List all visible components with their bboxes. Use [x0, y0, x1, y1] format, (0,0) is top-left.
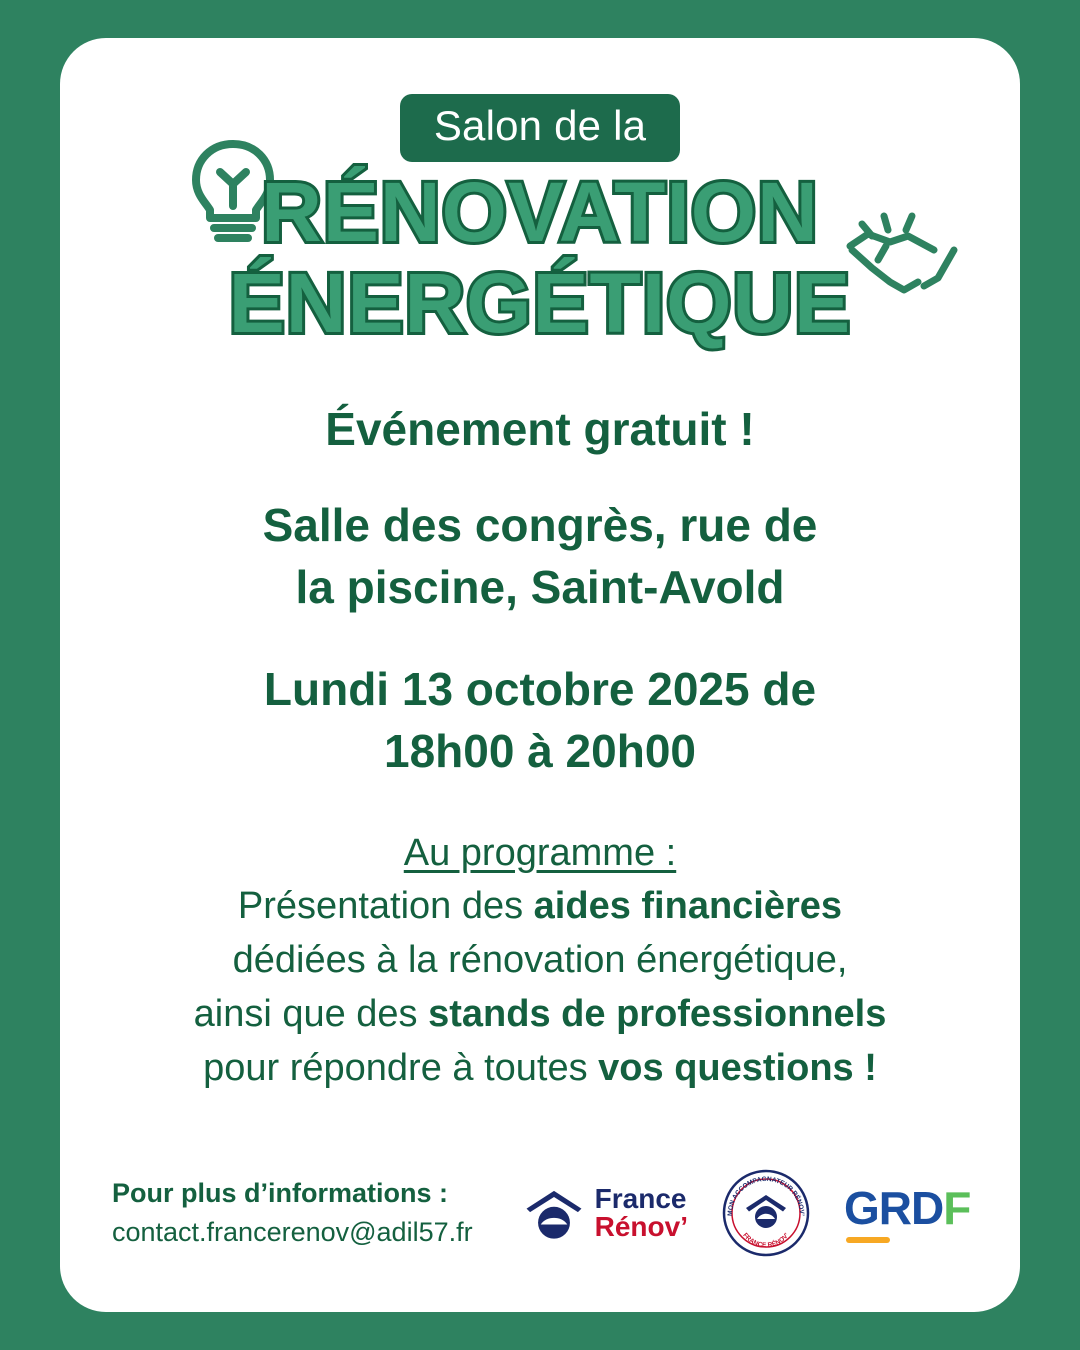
- venue-line-1: Salle des congrès, rue de: [262, 499, 818, 552]
- program-block: [60, 827, 1020, 1097]
- contact-block: [112, 1174, 473, 1252]
- venue-block: [60, 494, 1020, 618]
- poster-header: [60, 38, 1020, 351]
- poster-card: [60, 38, 1020, 1312]
- contact-label: Pour plus d’informations :: [112, 1177, 448, 1208]
- france-renov-logo: [523, 1185, 688, 1241]
- svg-text:MON ACCOMPAGNATEUR RÉNOV’: MON ACCOMPAGNATEUR RÉNOV’: [726, 1175, 806, 1217]
- mon-accompagnateur-renov-seal: [722, 1169, 810, 1257]
- venue-line-2: la piscine, Saint-Avold: [295, 561, 785, 614]
- france-renov-line-1: France: [594, 1183, 687, 1214]
- program-line-3-strong: stands de professionnels: [428, 993, 887, 1036]
- program-line-3: [60, 988, 1020, 1042]
- date-line-2: 18h00 à 20h00: [383, 725, 696, 778]
- france-renov-wordmark: [595, 1185, 688, 1241]
- grdf-letter-g: G: [844, 1182, 879, 1234]
- program-line-4-text: pour répondre à toutes: [203, 1047, 599, 1090]
- program-line-3-text: ainsi que des: [193, 993, 429, 1036]
- contact-email[interactable]: contact.francerenov@adil57.fr: [112, 1217, 473, 1247]
- free-event-text: Événement gratuit !: [325, 403, 755, 456]
- grdf-letter-f: F: [943, 1182, 971, 1234]
- program-line-4-strong: vos questions !: [598, 1047, 877, 1090]
- logo-row: [523, 1169, 972, 1257]
- program-heading: Au programme :: [403, 831, 677, 874]
- program-line-1-text: Présentation des: [237, 885, 534, 928]
- program-line-1: [60, 880, 1020, 934]
- program-line-2: dédiées à la rénovation énergétique,: [232, 939, 848, 982]
- program-line-4: [60, 1042, 1020, 1096]
- grdf-letter-d: D: [911, 1182, 944, 1234]
- grdf-underline: [846, 1237, 890, 1243]
- grdf-logo: [844, 1182, 972, 1241]
- program-line-1-strong: aides financières: [533, 885, 843, 928]
- date-line-1: Lundi 13 octobre 2025 de: [263, 663, 817, 716]
- datetime-block: [60, 658, 1020, 782]
- france-renov-line-2: Rénov’: [594, 1211, 688, 1242]
- title-line-1: RÉNOVATION: [261, 165, 819, 260]
- poster-footer: [60, 1158, 1020, 1268]
- event-badge: Salon de la: [400, 94, 680, 162]
- poster-title: [60, 165, 1020, 351]
- svg-text:FRANCE RÉNOV’: FRANCE RÉNOV’: [741, 1231, 791, 1250]
- title-line-2: ÉNERGÉTIQUE: [228, 256, 852, 351]
- grdf-letter-r: R: [878, 1182, 912, 1234]
- france-renov-house-icon: [523, 1185, 585, 1241]
